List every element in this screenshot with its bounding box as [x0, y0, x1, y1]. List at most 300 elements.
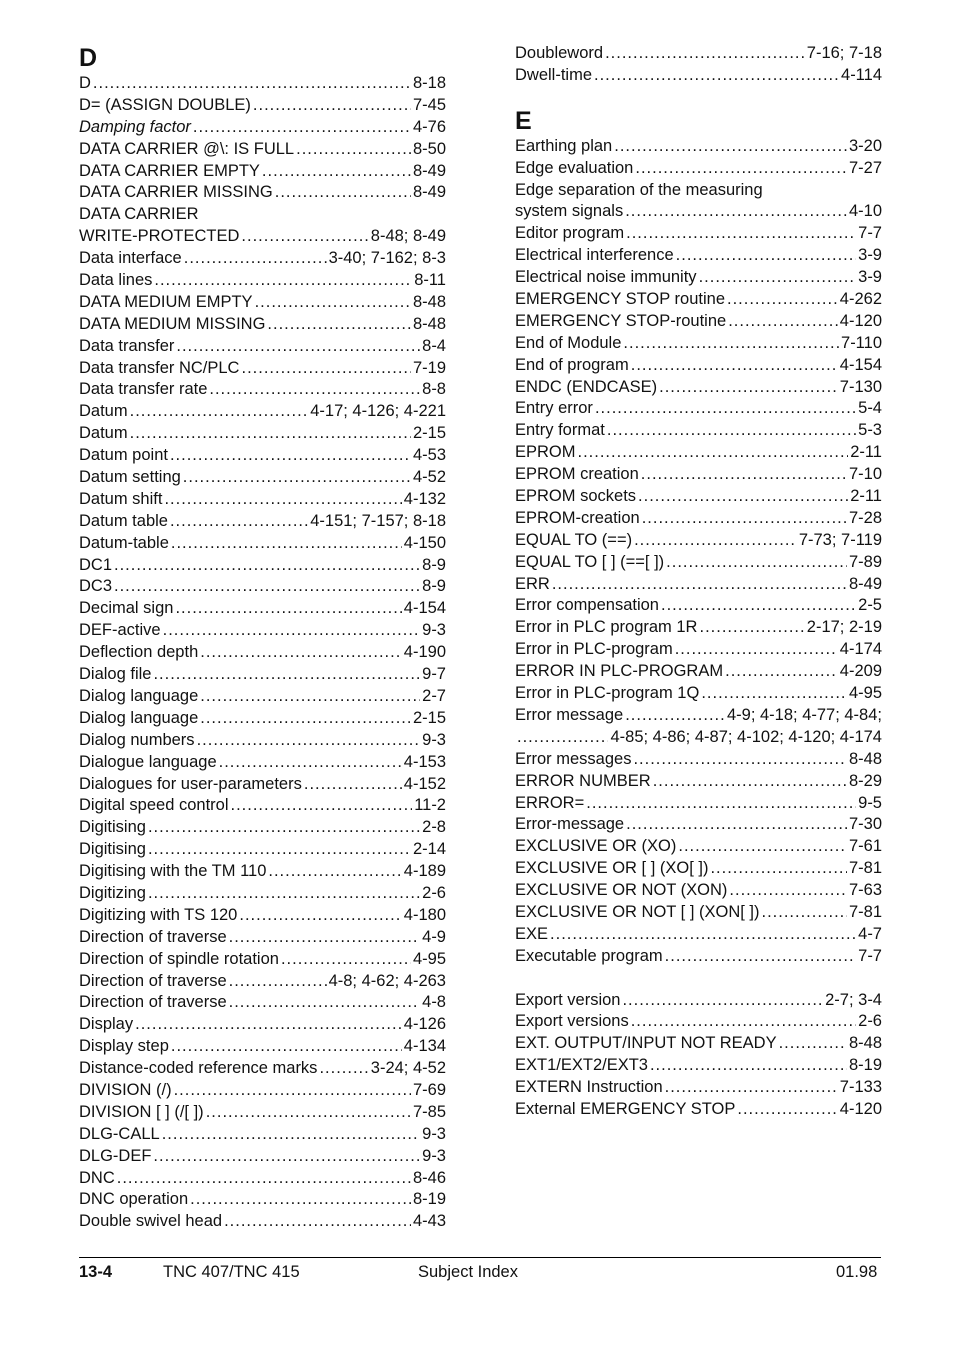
index-page-ref: 4-180 — [403, 905, 446, 924]
index-page-ref: 8-11 — [414, 271, 446, 290]
index-page-ref: 2-6 — [858, 1012, 882, 1031]
index-entry — [79, 949, 446, 971]
index-page-ref: 7-85 — [412, 1102, 446, 1121]
dot-leader — [638, 486, 848, 508]
index-term: Error compensation — [515, 596, 659, 615]
section-letter-heading: D — [79, 44, 98, 72]
index-term: Error in PLC-program — [515, 640, 673, 659]
index-entry — [79, 576, 446, 598]
index-term: Data transfer — [79, 336, 175, 355]
index-term: External EMERGENCY STOP — [515, 1099, 736, 1118]
index-page-ref: 3-24; 4-52 — [370, 1059, 446, 1078]
dot-leader — [130, 401, 309, 423]
dot-leader — [241, 226, 368, 248]
index-term: Direction of traverse — [79, 971, 227, 990]
index-page-ref: 4-8 — [422, 993, 446, 1012]
index-entry — [79, 642, 446, 664]
dot-leader — [253, 95, 411, 117]
dot-leader — [665, 1077, 838, 1099]
index-page-ref: 4-53 — [412, 446, 446, 465]
index-entry — [515, 43, 882, 65]
index-entry — [515, 289, 882, 311]
index-term: EPROM sockets — [515, 487, 637, 506]
dot-leader — [200, 708, 411, 730]
index-term: ERROR IN PLC-PROGRAM — [515, 662, 724, 681]
index-term: ERROR NUMBER — [515, 771, 651, 790]
index-entry — [79, 664, 446, 686]
index-entry — [79, 358, 446, 380]
index-page-ref: 7-81 — [848, 902, 882, 921]
index-page-ref: 4-120 — [839, 1099, 882, 1118]
index-page-ref: 4-52 — [412, 468, 446, 487]
index-term: Export versions — [515, 1012, 629, 1031]
index-term: Error messages — [515, 749, 632, 768]
index-entry — [515, 355, 882, 377]
index-term: DNC operation — [79, 1190, 189, 1209]
index-page-ref: 2-14 — [412, 840, 446, 859]
index-entry — [79, 992, 446, 1014]
dot-leader — [594, 65, 839, 87]
index-page-ref: 7-30 — [848, 815, 882, 834]
index-term: Electrical interference — [515, 246, 674, 265]
dot-leader — [163, 620, 421, 642]
index-page-ref: 9-3 — [422, 730, 446, 749]
index-entry — [515, 223, 882, 245]
index-entry — [79, 598, 446, 620]
dot-leader — [267, 314, 411, 336]
dot-leader — [200, 642, 402, 664]
index-page-ref: 4-76 — [412, 117, 446, 136]
index-term: Data transfer rate — [79, 380, 208, 399]
index-page-ref: 2-15 — [412, 424, 446, 443]
index-page-ref: 4-114 — [841, 65, 882, 84]
index-entry — [79, 555, 446, 577]
index-term: Export version — [515, 990, 621, 1009]
index-page-ref: 9-7 — [422, 665, 446, 684]
index-page-ref: 4-174 — [839, 640, 882, 659]
index-page-ref: 7-28 — [848, 508, 882, 527]
dot-leader — [659, 377, 838, 399]
index-page-ref: 8-18 — [412, 74, 446, 92]
dot-leader — [586, 793, 856, 815]
dot-leader — [164, 489, 401, 511]
dot-leader — [171, 533, 402, 555]
dot-leader — [148, 817, 420, 839]
index-term: D= (ASSIGN DOUBLE) — [79, 95, 251, 114]
index-page-ref: 4-189 — [403, 862, 446, 881]
index-page-ref: 4-95 — [848, 684, 882, 703]
index-entry — [515, 946, 882, 968]
index-page-ref: 7-16; 7-18 — [806, 44, 882, 62]
index-page-ref: 8-9 — [422, 577, 446, 596]
index-entry — [515, 1077, 882, 1099]
index-term: Digitising — [79, 840, 146, 859]
index-entry — [515, 990, 882, 1012]
index-page-ref: 8-50 — [412, 139, 446, 158]
dot-leader — [162, 1124, 420, 1146]
dot-leader — [154, 270, 412, 292]
index-entry — [79, 336, 446, 358]
index-term: Dialog numbers — [79, 730, 195, 749]
dot-leader — [170, 445, 411, 467]
index-page-ref: 2-17; 2-19 — [806, 618, 882, 637]
dot-leader — [268, 861, 401, 883]
index-page-ref: 4-17; 4-126; 4-221 — [310, 402, 446, 421]
index-entry — [79, 445, 446, 467]
index-entry — [515, 683, 882, 705]
dot-leader — [319, 1058, 368, 1080]
index-page-ref: 2-7 — [422, 686, 446, 705]
dot-leader — [626, 223, 856, 245]
index-term: Error in PLC-program 1Q — [515, 684, 700, 703]
index-page-ref: 8-49 — [848, 574, 882, 593]
index-entry — [79, 1036, 446, 1058]
dot-leader — [229, 992, 421, 1014]
index-term: DNC — [79, 1168, 115, 1187]
index-term: EMERGENCY STOP routine — [515, 290, 725, 309]
index-page-ref: 7-89 — [848, 552, 882, 571]
index-page-ref: 2-15 — [412, 708, 446, 727]
index-entry — [79, 467, 446, 489]
index-entry — [515, 508, 882, 530]
index-entry — [79, 182, 446, 204]
dot-leader — [135, 1014, 402, 1036]
index-entry — [515, 442, 882, 464]
dot-leader — [193, 117, 411, 139]
dot-leader — [699, 617, 804, 639]
index-term: EXCLUSIVE OR NOT (XON) — [515, 881, 728, 900]
index-entry — [515, 486, 882, 508]
index-page-ref: 7-19 — [412, 358, 446, 377]
index-page-ref: 4-132 — [403, 489, 446, 508]
index-term: DATA MEDIUM EMPTY — [79, 292, 253, 311]
index-entry — [515, 858, 882, 880]
index-term: Datum — [79, 424, 128, 443]
index-entry — [79, 314, 446, 336]
index-page-ref: 8-48 — [848, 749, 882, 768]
footer-section-title: Subject Index — [418, 1263, 518, 1281]
index-page-ref: 4-262 — [839, 290, 882, 309]
index-page-ref: 8-19 — [848, 1056, 882, 1075]
index-page-ref: 5-4 — [858, 399, 882, 418]
index-page-ref: 9-3 — [422, 621, 446, 640]
index-page-ref: 2-5 — [858, 596, 882, 615]
index-page-ref: 4-126 — [403, 1015, 446, 1034]
section-spacer — [515, 87, 882, 106]
index-entry — [79, 1189, 446, 1211]
index-term: Distance-coded reference marks — [79, 1059, 318, 1078]
index-page-ref: 4-150 — [403, 533, 446, 552]
index-term: EPROM creation — [515, 465, 639, 484]
index-term: Dialogues for user-parameters — [79, 774, 302, 793]
index-entry — [79, 774, 446, 796]
index-page-ref: 8-9 — [422, 555, 446, 574]
index-entry — [79, 489, 446, 511]
index-entry — [79, 1124, 446, 1146]
index-entry — [515, 639, 882, 661]
index-page-ref: 4-7 — [858, 924, 882, 943]
dot-leader — [241, 358, 410, 380]
index-page-ref: 4-154 — [839, 355, 882, 374]
index-term: Error-message — [515, 815, 625, 834]
index-term: ERROR= — [515, 793, 585, 812]
index-term: Datum shift — [79, 489, 163, 508]
index-entry — [515, 65, 882, 87]
index-entry — [515, 267, 882, 289]
index-entry — [515, 771, 882, 793]
index-entry — [79, 95, 446, 117]
dot-leader — [229, 971, 327, 993]
index-term: DATA CARRIER EMPTY — [79, 161, 260, 180]
dot-leader — [595, 398, 856, 420]
index-term: Digitizing with TS 120 — [79, 905, 238, 924]
index-term: EXCLUSIVE OR NOT [ ] (XON[ ]) — [515, 902, 760, 921]
index-term: Datum — [79, 402, 128, 421]
index-entry — [79, 708, 446, 730]
dot-leader — [175, 598, 401, 620]
footer-product: TNC 407/TNC 415 — [163, 1263, 300, 1281]
index-page-ref: 4-95 — [412, 949, 446, 968]
index-term: DIVISION (/) — [79, 1080, 172, 1099]
index-page-ref: 9-5 — [858, 793, 882, 812]
dot-leader — [728, 311, 838, 333]
dot-leader — [255, 292, 411, 314]
dot-leader — [197, 730, 421, 752]
dot-leader — [153, 1146, 420, 1168]
index-term: Earthing plan — [515, 136, 613, 155]
index-page-ref: 9-3 — [422, 1124, 446, 1143]
index-term: Entry format — [515, 421, 605, 440]
index-term: EXT. OUTPUT/INPUT NOT READY — [515, 1034, 777, 1053]
dot-leader — [170, 511, 308, 533]
index-term: Data transfer NC/PLC — [79, 358, 240, 377]
index-term: Display step — [79, 1037, 169, 1056]
index-term: EXTERN Instruction — [515, 1078, 663, 1097]
index-term: Dialog language — [79, 686, 199, 705]
dot-leader — [130, 423, 411, 445]
index-entry — [79, 139, 446, 161]
index-page-ref: 3-20 — [848, 136, 882, 155]
index-term: Edge separation of the measuring — [515, 180, 763, 199]
index-term: Direction of spindle rotation — [79, 949, 279, 968]
index-page-ref: 8-48 — [848, 1034, 882, 1053]
index-term: Datum setting — [79, 468, 181, 487]
dot-leader — [661, 595, 856, 617]
footer-page-number: 13-4 — [79, 1263, 113, 1281]
index-page-ref: 11-2 — [414, 796, 446, 815]
index-term: End of Module — [515, 333, 622, 352]
index-page-ref: 7-7 — [858, 224, 882, 243]
index-term: EXE — [515, 924, 549, 943]
index-entry — [515, 377, 882, 399]
dot-leader — [614, 136, 847, 158]
dot-leader — [653, 771, 847, 793]
index-page-ref: 8-48; 8-49 — [370, 227, 446, 246]
index-entry — [515, 902, 882, 924]
index-page-ref: 7-133 — [839, 1078, 882, 1097]
dot-leader — [148, 839, 411, 861]
index-term: Deflection depth — [79, 643, 199, 662]
index-term: Display — [79, 1015, 134, 1034]
index-entry — [79, 817, 446, 839]
index-term: EMERGENCY STOP-routine — [515, 311, 727, 330]
dot-leader — [578, 442, 849, 464]
index-page-ref: 4-9 — [422, 927, 446, 946]
index-entry — [515, 793, 882, 815]
index-term: Direction of traverse — [79, 993, 227, 1012]
index-entry — [79, 511, 446, 533]
dot-leader — [183, 467, 411, 489]
index-column-left — [79, 43, 446, 1233]
index-term: Executable program — [515, 946, 663, 965]
index-page-ref: 2-11 — [850, 487, 882, 506]
dot-leader — [699, 267, 857, 289]
index-term: Edge evaluation — [515, 158, 634, 177]
index-term: End of program — [515, 355, 629, 374]
index-term: Entry error — [515, 399, 593, 418]
index-page-ref: 3-40; 7-162; 8-3 — [328, 249, 446, 268]
dot-leader — [262, 161, 411, 183]
index-entry — [515, 924, 882, 946]
index-entry — [79, 73, 446, 95]
index-term: Digital speed control — [79, 796, 229, 815]
dot-leader — [114, 555, 420, 577]
index-term: Dialog language — [79, 708, 199, 727]
index-page-ref: 7-63 — [848, 881, 882, 900]
index-page-ref: 3-9 — [858, 268, 882, 287]
index-term: Digitising — [79, 818, 146, 837]
index-term: DATA MEDIUM MISSING — [79, 314, 266, 333]
index-page-ref: 4-9; 4-18; 4-77; 4-84; — [726, 705, 882, 724]
index-page-ref: 7-81 — [848, 859, 882, 878]
index-page-ref: 8-49 — [412, 183, 446, 202]
dot-leader — [727, 289, 838, 311]
index-term: DATA CARRIER — [79, 205, 199, 224]
index-entry — [515, 245, 882, 267]
dot-leader — [725, 661, 838, 683]
dot-leader — [641, 464, 847, 486]
index-page-ref: 8-8 — [422, 380, 446, 399]
dot-leader — [762, 902, 847, 924]
index-term: Decimal sign — [79, 599, 174, 618]
index-page-ref: 8-4 — [422, 336, 446, 355]
index-entry — [515, 1011, 882, 1033]
index-entry — [79, 1080, 446, 1102]
dot-leader — [93, 73, 411, 95]
index-entry — [79, 905, 446, 927]
index-page-ref: 2-7; 3-4 — [825, 990, 882, 1009]
index-term: DEF-active — [79, 621, 161, 640]
index-term: DC1 — [79, 555, 113, 574]
index-term: DIVISION [ ] (/[ ]) — [79, 1102, 204, 1121]
index-page-ref: 7-27 — [848, 158, 882, 177]
dot-leader — [710, 858, 847, 880]
dot-leader — [605, 43, 805, 65]
index-entry — [515, 1099, 882, 1121]
index-term: EPROM-creation — [515, 508, 640, 527]
dot-leader — [631, 1011, 856, 1033]
index-entry — [79, 1102, 446, 1124]
index-page-ref: 8-48 — [412, 292, 446, 311]
index-term: Damping factor — [79, 117, 191, 136]
section-letter-heading: E — [515, 106, 532, 135]
dot-leader — [676, 245, 856, 267]
index-entry — [515, 836, 882, 858]
index-entry — [79, 292, 446, 314]
index-term: Data interface — [79, 249, 182, 268]
index-entry — [79, 226, 446, 248]
index-term: ENDC (ENDCASE) — [515, 377, 658, 396]
dot-leader — [224, 1211, 411, 1233]
footer-divider — [79, 1257, 881, 1258]
index-entry — [79, 883, 446, 905]
index-entry — [79, 1211, 446, 1233]
index-term: Double swivel head — [79, 1212, 223, 1231]
index-entry — [515, 705, 882, 727]
index-page-ref: 4-43 — [412, 1212, 446, 1231]
index-page-ref: 8-46 — [412, 1168, 446, 1187]
index-entry — [515, 880, 882, 902]
index-page-ref: 7-45 — [412, 95, 446, 114]
index-entry — [515, 136, 882, 158]
index-term: Dialog file — [79, 665, 152, 684]
index-page-ref: 5-3 — [858, 421, 882, 440]
index-term: Electrical noise immunity — [515, 268, 697, 287]
dot-leader — [176, 336, 420, 358]
index-term: EXT1/EXT2/EXT3 — [515, 1056, 648, 1075]
dot-leader — [231, 795, 413, 817]
index-term: Dialogue language — [79, 752, 217, 771]
index-page-ref: 7-130 — [839, 377, 882, 396]
index-entry — [515, 749, 882, 771]
index-term: DATA CARRIER @\: IS FULL — [79, 139, 295, 158]
index-entry — [515, 464, 882, 486]
dot-leader — [634, 530, 797, 552]
index-term: Editor program — [515, 224, 625, 243]
dot-leader — [626, 814, 847, 836]
dot-leader — [666, 552, 847, 574]
dot-leader — [642, 508, 847, 530]
index-entry — [515, 333, 882, 355]
dot-leader — [117, 1168, 411, 1190]
index-entry — [515, 201, 882, 223]
dot-leader — [625, 201, 847, 223]
index-term: WRITE-PROTECTED — [79, 227, 240, 246]
index-page-ref: 8-29 — [848, 771, 882, 790]
index-term: Datum point — [79, 446, 168, 465]
index-term: Data lines — [79, 271, 153, 290]
index-page-ref: 7-73; 7-119 — [798, 530, 882, 549]
dot-leader — [281, 949, 411, 971]
index-term: Digitizing — [79, 883, 146, 902]
dot-leader — [623, 333, 839, 355]
index-term: DLG-CALL — [79, 1124, 160, 1143]
dot-leader — [552, 574, 847, 596]
index-page-ref: 4-153 — [403, 752, 446, 771]
index-entry — [79, 795, 446, 817]
index-spacer — [515, 968, 882, 990]
dot-leader — [296, 139, 411, 161]
index-page-ref: 7-10 — [848, 465, 882, 484]
dot-leader — [650, 1055, 847, 1077]
index-page-ref: 8-49 — [412, 161, 446, 180]
dot-leader — [729, 880, 847, 902]
index-page-ref: 4-190 — [403, 643, 446, 662]
index-entry — [515, 180, 882, 202]
index-entry — [79, 423, 446, 445]
dot-leader — [635, 158, 847, 180]
index-term: EXCLUSIVE OR (XO) — [515, 837, 677, 856]
